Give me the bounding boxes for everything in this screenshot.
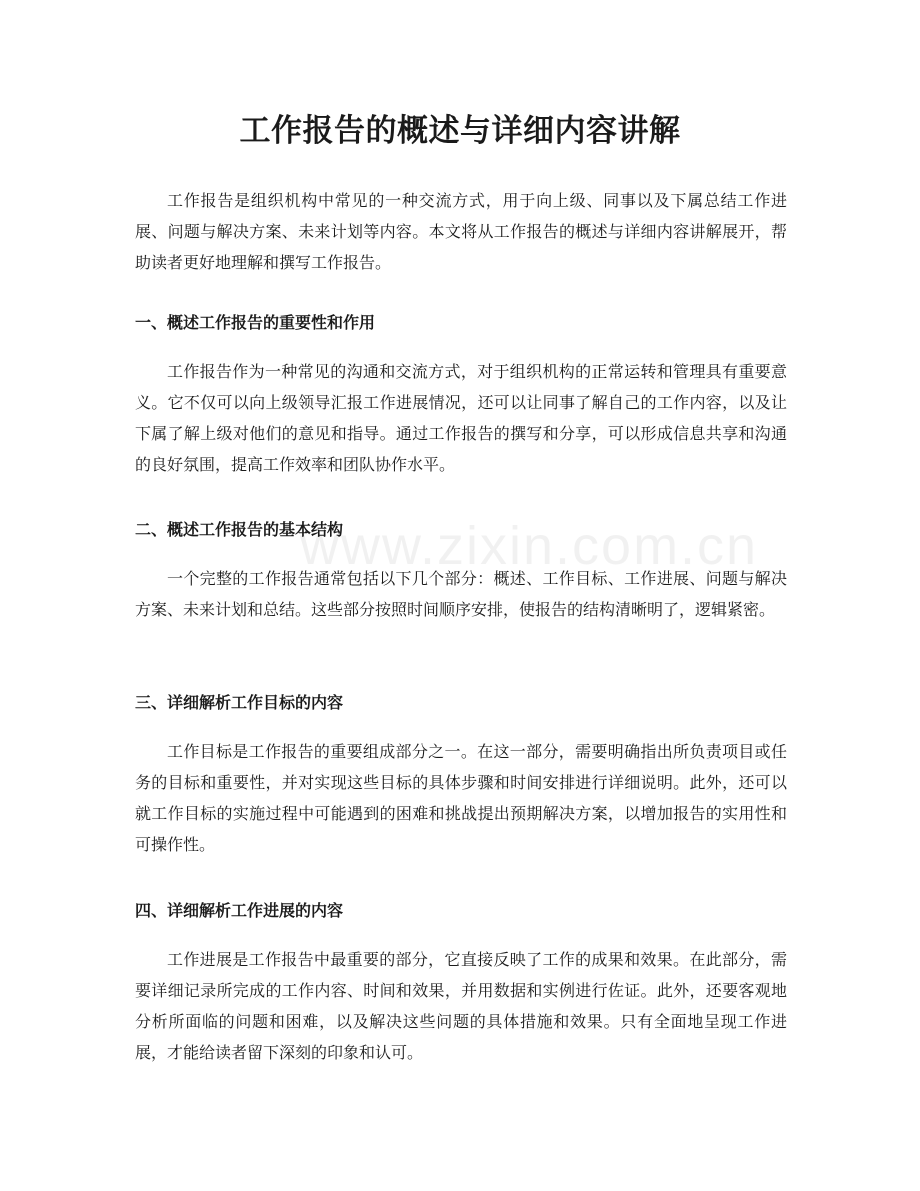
intro-paragraph: 工作报告是组织机构中常见的一种交流方式，用于向上级、同事以及下属总结工作进展、问题与解决方案、未来计划等内容。本文将从工作报告的概述与详细内容讲解展开，帮助读者更好地理解和撰写工作报告。 <box>135 191 787 272</box>
section-2-body: 一个完整的工作报告通常包括以下几个部分：概述、工作目标、工作进展、问题与解决方案、未来计划和总结。这些部分按照时间顺序安排，使报告的结构清晰明了，逻辑紧密。 <box>135 569 787 619</box>
section-2-heading: 二、概述工作报告的基本结构 <box>135 520 344 539</box>
page-title: 工作报告的概述与详细内容讲解 <box>239 113 681 149</box>
section-3-heading: 三、详细解析工作目标的内容 <box>135 693 344 712</box>
section-4-body: 工作进展是工作报告中最重要的部分，它直接反映了工作的成果和效果。在此部分，需要详细记录所完成的工作内容、时间和效果，并用数据和实例进行佐证。此外，还要客观地分析所面临的问题和困难，以及解决这些问题的具体措施和效果。只有全面地呈现工作进展，才能给读者留下深刻的印象和认可。 <box>135 950 787 1062</box>
section-4-heading: 四、详细解析工作进展的内容 <box>135 901 344 920</box>
watermark: www.zixin.com.cn <box>300 516 759 576</box>
section-1-heading: 一、概述工作报告的重要性和作用 <box>135 313 376 332</box>
section-1-body: 工作报告作为一种常见的沟通和交流方式，对于组织机构的正常运转和管理具有重要意义。它不仅可以向上级领导汇报工作进展情况，还可以让同事了解自己的工作内容，以及让下属了解上级对他们的意见和指导。通过工作报告的撰写和分享，可以形成信息共享和沟通的良好氛围，提高工作效率和团队协作水平。 <box>135 362 787 474</box>
section-3-body: 工作目标是工作报告的重要组成部分之一。在这一部分，需要明确指出所负责项目或任务的目标和重要性，并对实现这些目标的具体步骤和时间安排进行详细说明。此外，还可以就工作目标的实施过程中可能遇到的困难和挑战提出预期解决方案，以增加报告的实用性和可操作性。 <box>135 742 787 854</box>
